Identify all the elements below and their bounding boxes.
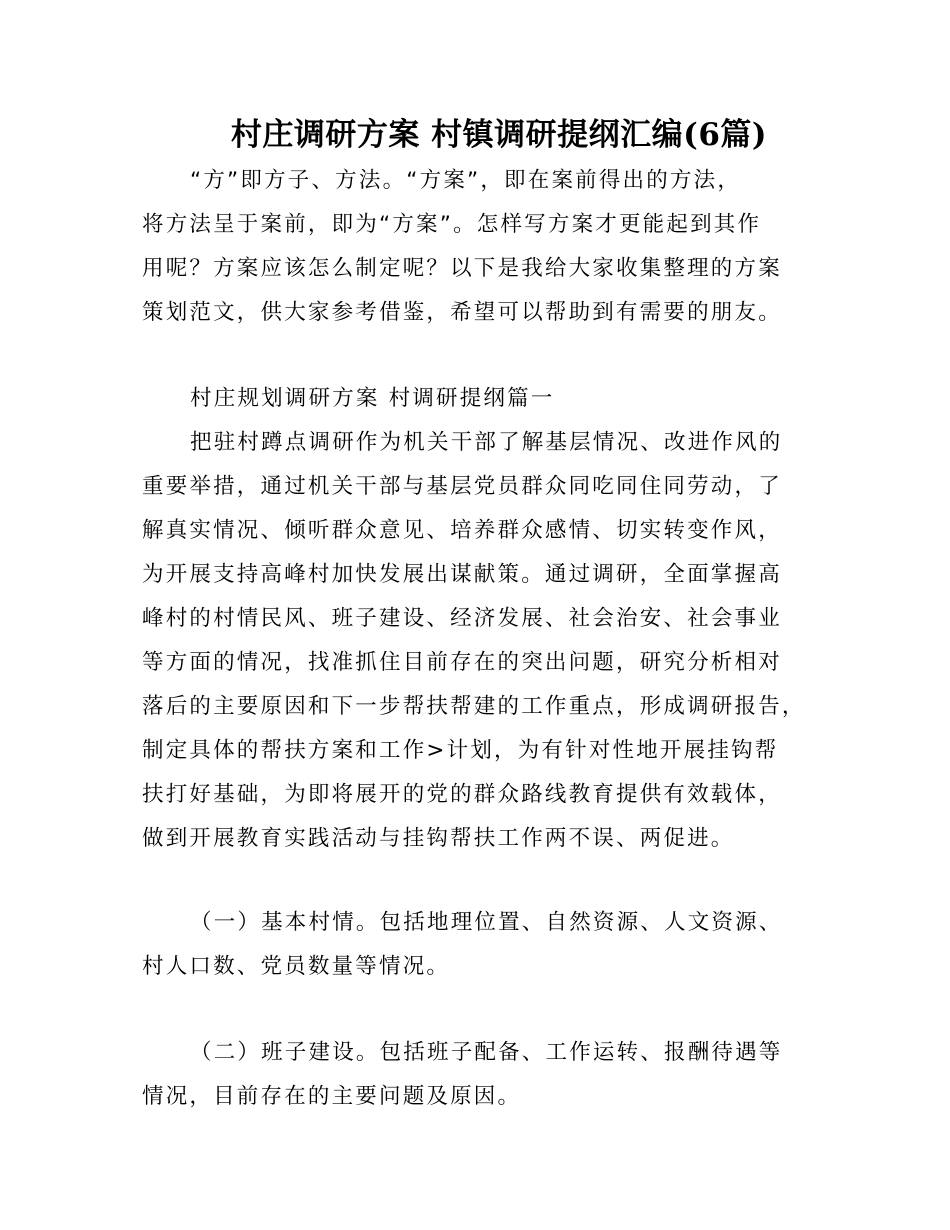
paragraph-line: 将方法呈于案前，即为“方案”。怎样写方案才更能起到其作 (142, 212, 762, 237)
paragraph-line: 落后的主要原因和下一步帮扶帮建的工作重点，形成调研报告， (142, 694, 806, 719)
list-item-line: （二）班子建设。包括班子配备、工作运转、报酬待遇等 (190, 1040, 783, 1065)
paragraph-line: 用呢？方案应该怎么制定呢？以下是我给大家收集整理的方案 (142, 256, 782, 281)
paragraph-line: 重要举措，通过机关干部与基层党员群众同吃同住同劳动，了 (142, 474, 782, 499)
paragraph-line: 解真实情况、倾听群众意见、培养群众感情、切实转变作风， (142, 518, 782, 543)
paragraph-line: 做到开展教育实践活动与挂钩帮扶工作两不误、两促进。 (142, 826, 735, 851)
paragraph-line: 为开展支持高峰村加快发展出谋献策。通过调研，全面掌握高 (142, 562, 782, 587)
paragraph-line: 制定具体的帮扶方案和工作>计划，为有针对性地开展挂钩帮 (142, 738, 779, 763)
paragraph-line: 把驻村蹲点调研作为机关干部了解基层情况、改进作风的 (190, 430, 783, 455)
paragraph-line: 扶打好基础，为即将展开的党的群众路线教育提供有效载体， (142, 782, 782, 807)
paragraph-line: 峰村的村情民风、班子建设、经济发展、社会治安、社会事业 (142, 606, 782, 631)
paragraph-line: 等方面的情况，找准抓住目前存在的突出问题，研究分析相对 (142, 650, 782, 675)
list-item-line: （一）基本村情。包括地理位置、自然资源、人文资源、 (190, 910, 783, 935)
list-item-line: 村人口数、党员数量等情况。 (142, 954, 451, 979)
list-item-line: 情况，目前存在的主要问题及原因。 (142, 1084, 522, 1109)
paragraph-line: 策划范文，供大家参考借鉴，希望可以帮助到有需要的朋友。 (142, 300, 782, 325)
document-title: 村庄调研方案 村镇调研提纲汇编(6篇) (230, 117, 768, 153)
section-heading: 村庄规划调研方案 村调研提纲篇一 (190, 386, 555, 411)
paragraph-line: “方”即方子、方法。“方案”，即在案前得出的方法， (190, 168, 742, 193)
